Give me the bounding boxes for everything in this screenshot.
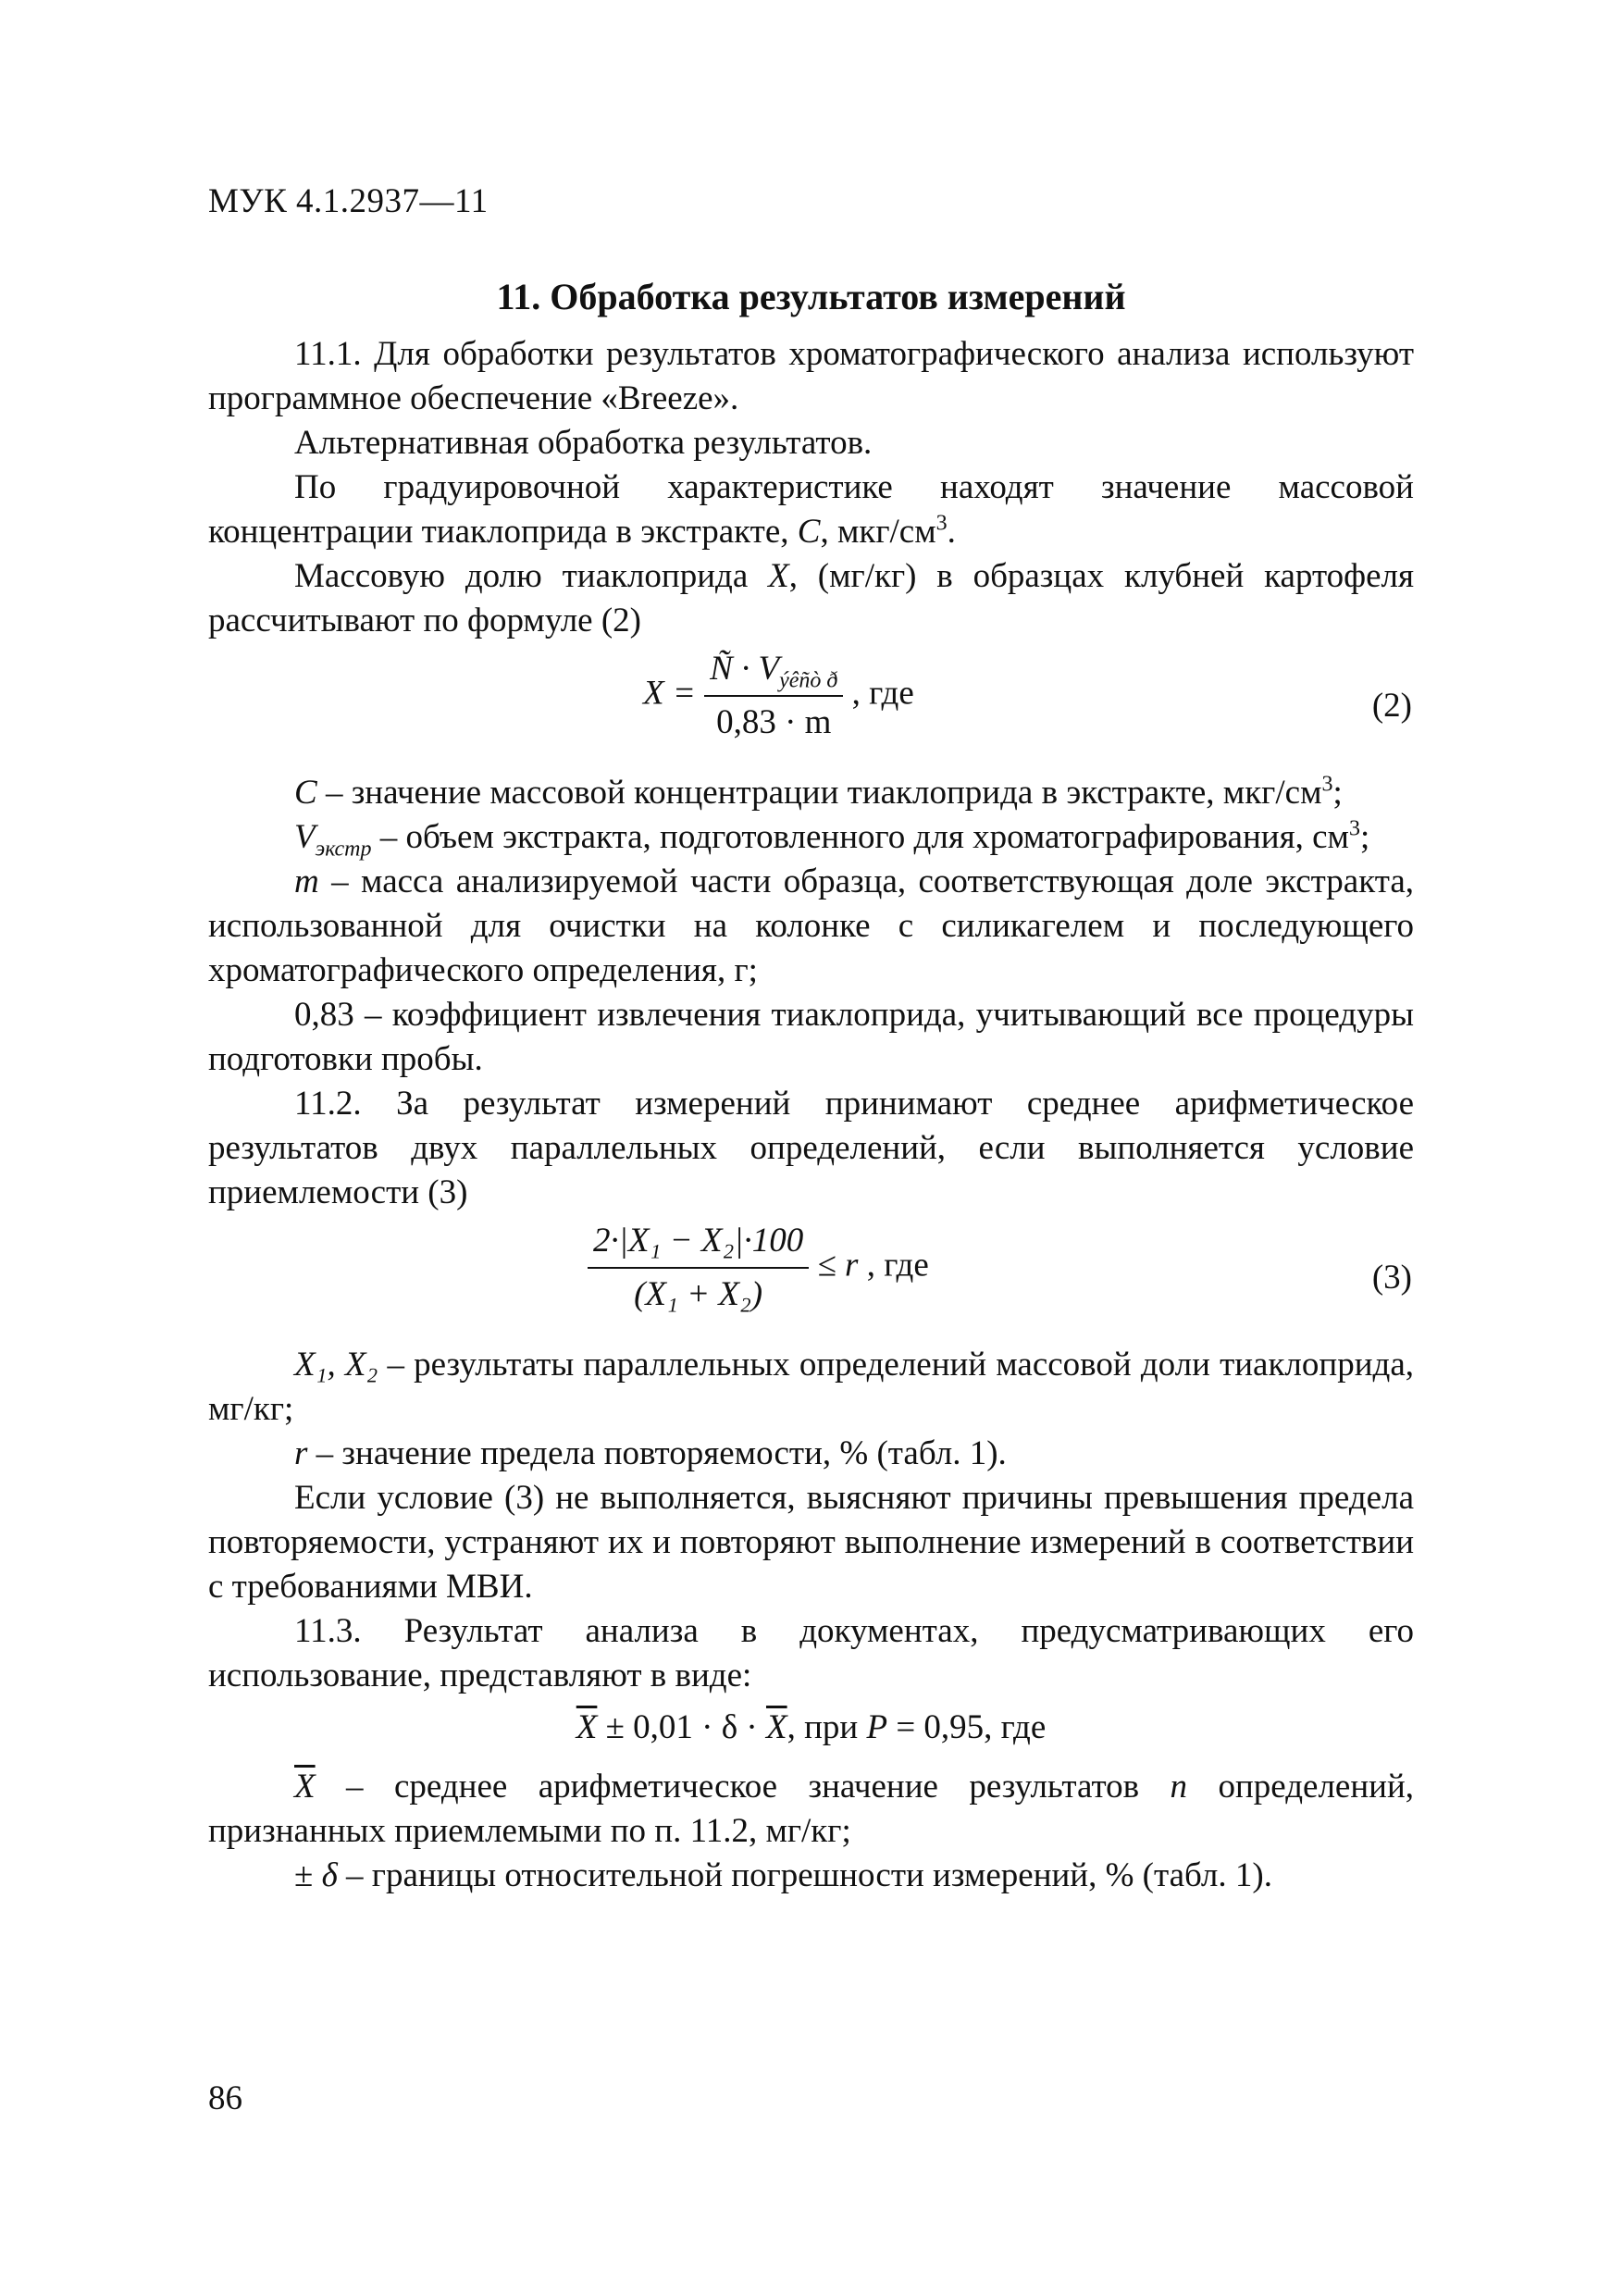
definition-X-mean: $\overline{X}$ – среднее арифметическое значение результатов n определений, признанных приемлемыми по п. 11.2, мг/кг; xyxy=(208,1768,1414,1850)
definition-delta: ± δ – границы относительной погрешности измерений, % (табл. 1). xyxy=(294,1856,1272,1894)
paragraph-11-1: 11.1. Для обработки результатов хроматографического анализа используют программное обеспечение «Breeze». xyxy=(208,335,1414,417)
formula-3-relation: ≤ r xyxy=(817,1246,859,1285)
definition-m: m – масса анализируемой части образца, соответствующая доле экстракта, использованной для очистки на колонке с силикагелем и последующего хроматографического определения, г; xyxy=(208,863,1414,989)
formula-2-number: (2) xyxy=(1371,687,1412,725)
definition-r: r – значение предела повторяемости, % (табл. 1). xyxy=(294,1434,1007,1472)
formula-2-lhs: X = xyxy=(643,674,696,713)
formula-3-number: (3) xyxy=(1371,1259,1412,1297)
paragraph-11-2: 11.2. За результат измерений принимают среднее арифметическое результатов двух параллельных определений, если выполняется условие приемлемости (3) xyxy=(208,1085,1414,1211)
formula-2-suffix: , где xyxy=(851,674,914,713)
paragraph-11-3: 11.3. Результат анализа в документах, предусматривающих его использование, представляют в виде: xyxy=(208,1612,1414,1694)
paragraph-calibration: По градуировочной характеристике находят значение массовой концентрации тиаклоприда в экстракте, С, мкг/$см^3$. xyxy=(208,468,1414,551)
formula-2-fraction: $\frac{Ñ \cdot V_{ýêñò ð}}{0,83 \cdot m}$ xyxy=(704,647,843,745)
definition-V: $V_{экстр}$ – объем экстракта, подготовленного для хроматографирования, $см^3$; xyxy=(294,816,1370,862)
page-body xyxy=(208,273,1414,1898)
formula-2 xyxy=(208,647,1414,767)
page-number: 86 xyxy=(208,2079,242,2117)
formula-3-suffix: , где xyxy=(866,1246,929,1285)
section-title: 11. Обработка результатов измерений xyxy=(496,276,1126,317)
formula-3 xyxy=(208,1219,1414,1339)
definition-X1-X2: X₁, X₂ – результаты параллельных определений массовой доли тиаклоприда, мг/кг; xyxy=(208,1346,1414,1428)
running-header: МУК 4.1.2937—11 xyxy=(208,182,489,220)
paragraph-mass-fraction: Массовую долю тиаклоприда X, (мг/кг) в образцах клубней картофеля рассчитывают по формуле (2) xyxy=(208,557,1415,639)
definition-coefficient: 0,83 – коэффициент извлечения тиаклоприда, учитывающий все процедуры подготовки пробы. xyxy=(208,996,1414,1078)
paragraph-condition: Если условие (3) не выполняется, выясняют причины превышения предела повторяемости, устраняют их и повторяют выполнение измерений в соответствии с требованиями МВИ. xyxy=(208,1479,1414,1606)
formula-3-fraction: $\frac{\text{2·|X₁ − X₂|·100}}{\text{(X₁ + X₂)}}$ xyxy=(588,1219,809,1317)
formula-result: $\overline{X} \pm 0,01 \cdot \delta \cdot \overline{X}$, при P = 0,95, где xyxy=(576,1708,1047,1746)
definition-C: С – значение массовой концентрации тиаклоприда в экстракте, мкг/$см^3$; xyxy=(294,772,1343,812)
paragraph-alternative: Альтернативная обработка результатов. xyxy=(294,424,873,462)
